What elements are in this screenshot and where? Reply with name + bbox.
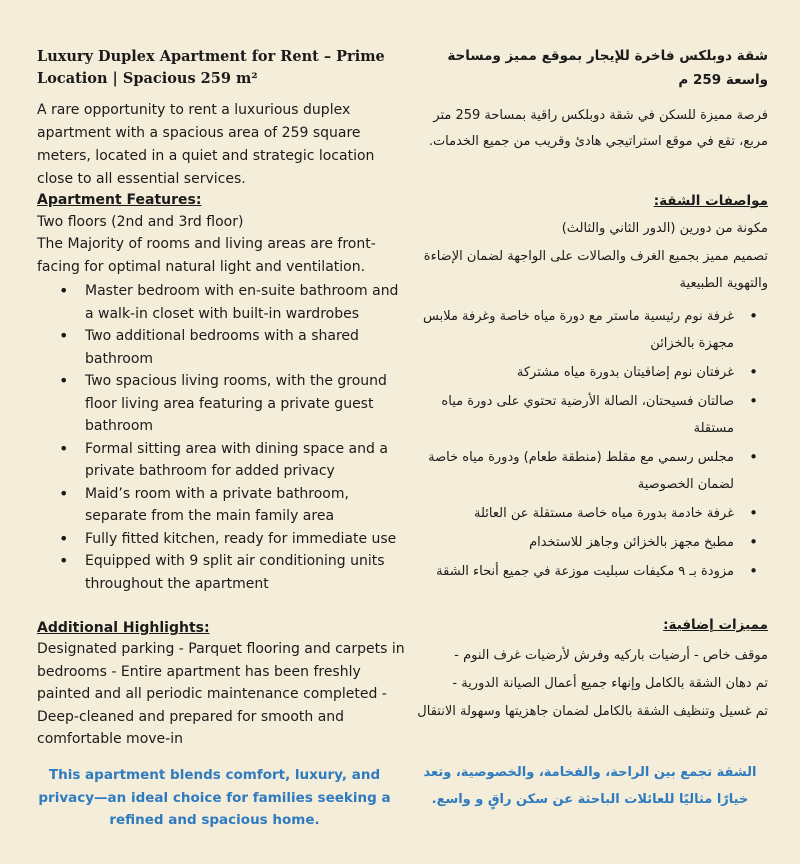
arabic-features-list <box>412 303 768 587</box>
list-item: • Formal sitting area with dining space and a private bathroom for added privacy <box>37 438 407 483</box>
arabic-floors: مكونة من دورين (الدور الثاني والثالث) <box>561 221 768 236</box>
list-item: • مزودة بـ ٩ مكيفات سبليت موزعة في جميع أنحاء الشقة <box>412 558 768 585</box>
list-item: • Equipped with 9 split air conditioning units throughout the apartment <box>37 550 407 595</box>
english-highlights-heading: Additional Highlights: <box>37 620 210 636</box>
arabic-front-facing: تصميم مميز بجميع الغرف والصالات على الواجهة لضمان الإضاءة والتهوية الطبيعية <box>423 249 768 291</box>
list-item: • غرفتان نوم إضافيتان بدورة مياه مشتركة <box>412 359 768 386</box>
list-item: • مجلس رسمي مع مقلط (منطقة طعام) ودورة مياه خاصة لضمان الخصوصية <box>412 444 768 498</box>
english-highlights-text: Designated parking - Parquet flooring and carpets in bedrooms - Entire apartment has been freshly painted and all periodic maintenance completed - Deep-cleaned and prepared for smooth and comfortable move-in <box>37 641 405 747</box>
arabic-highlight-2: تم دهان الشقة بالكامل وإنهاء جميع أعمال الصيانة الدورية - <box>452 676 768 691</box>
arabic-highlight-3: تم غسيل وتنظيف الشقة بالكامل لضمان جاهزيتها وسهولة الانتقال <box>417 704 768 719</box>
english-features-heading: Apartment Features: <box>37 192 202 208</box>
list-item: • Maid’s room with a private bathroom, separate from the main family area <box>37 483 407 528</box>
english-front-facing: The Majority of rooms and living areas are front-facing for optimal natural light and ventilation. <box>37 236 376 275</box>
list-item: • Master bedroom with en-suite bathroom and a walk-in closet with built-in wardrobes <box>37 280 407 325</box>
list-item: • Two spacious living rooms, with the ground floor living area featuring a private guest bathroom <box>37 370 407 438</box>
arabic-closing-statement: الشقة تجمع بين الراحة، والفخامة، والخصوصية، وتعد خيارًا مثاليًا للعائلات الباحثة عن سكن راقٍ و واسع. <box>423 765 757 807</box>
list-item: • غرفة نوم رئيسية ماستر مع دورة مياه خاصة وغرفة ملابس مجهزة بالخزائن <box>412 303 768 357</box>
list-item: • صالتان فسيحتان، الصالة الأرضية تحتوي على دورة مياه مستقلة <box>412 388 768 442</box>
english-title <box>37 46 397 90</box>
english-title-line2: Location | Spacious 259 m² <box>37 70 258 87</box>
list-item: • مطبخ مجهز بالخزائن وجاهز للاستخدام <box>412 529 768 556</box>
list-item: • Two additional bedrooms with a shared bathroom <box>37 325 407 370</box>
english-floors: Two floors (2nd and 3rd floor) <box>37 214 244 230</box>
english-title-line1: Luxury Duplex Apartment for Rent – Prime <box>37 48 385 65</box>
arabic-features-heading: مواصفات الشقة: <box>653 193 768 209</box>
list-item: • غرفة خادمة بدورة مياه خاصة مستقلة عن العائلة <box>412 500 768 527</box>
english-closing-statement: This apartment blends comfort, luxury, and privacy—an ideal choice for families seeking a refined and spacious home. <box>38 767 391 828</box>
arabic-highlight-1: موقف خاص - أرضيات باركيه وفرش لأرضيات غرف النوم - <box>454 648 768 663</box>
arabic-highlights-heading: مميزات إضافية: <box>663 617 768 633</box>
arabic-intro: فرصة مميزة للسكن في شقة دوبلكس راقية بمساحة 259 متر مربع، تقع في موقع استراتيجي هادئ وقريب من جميع الخدمات. <box>428 108 768 149</box>
arabic-title: شقة دوبلكس فاخرة للإيجار بموقع مميز ومساحة واسعة 259 م <box>447 48 768 88</box>
english-features-list <box>37 280 407 595</box>
english-intro: A rare opportunity to rent a luxurious duplex apartment with a spacious area of 259 square meters, located in a quiet and strategic location close to all essential services. <box>37 102 375 187</box>
list-item: • Fully fitted kitchen, ready for immediate use <box>37 528 407 551</box>
